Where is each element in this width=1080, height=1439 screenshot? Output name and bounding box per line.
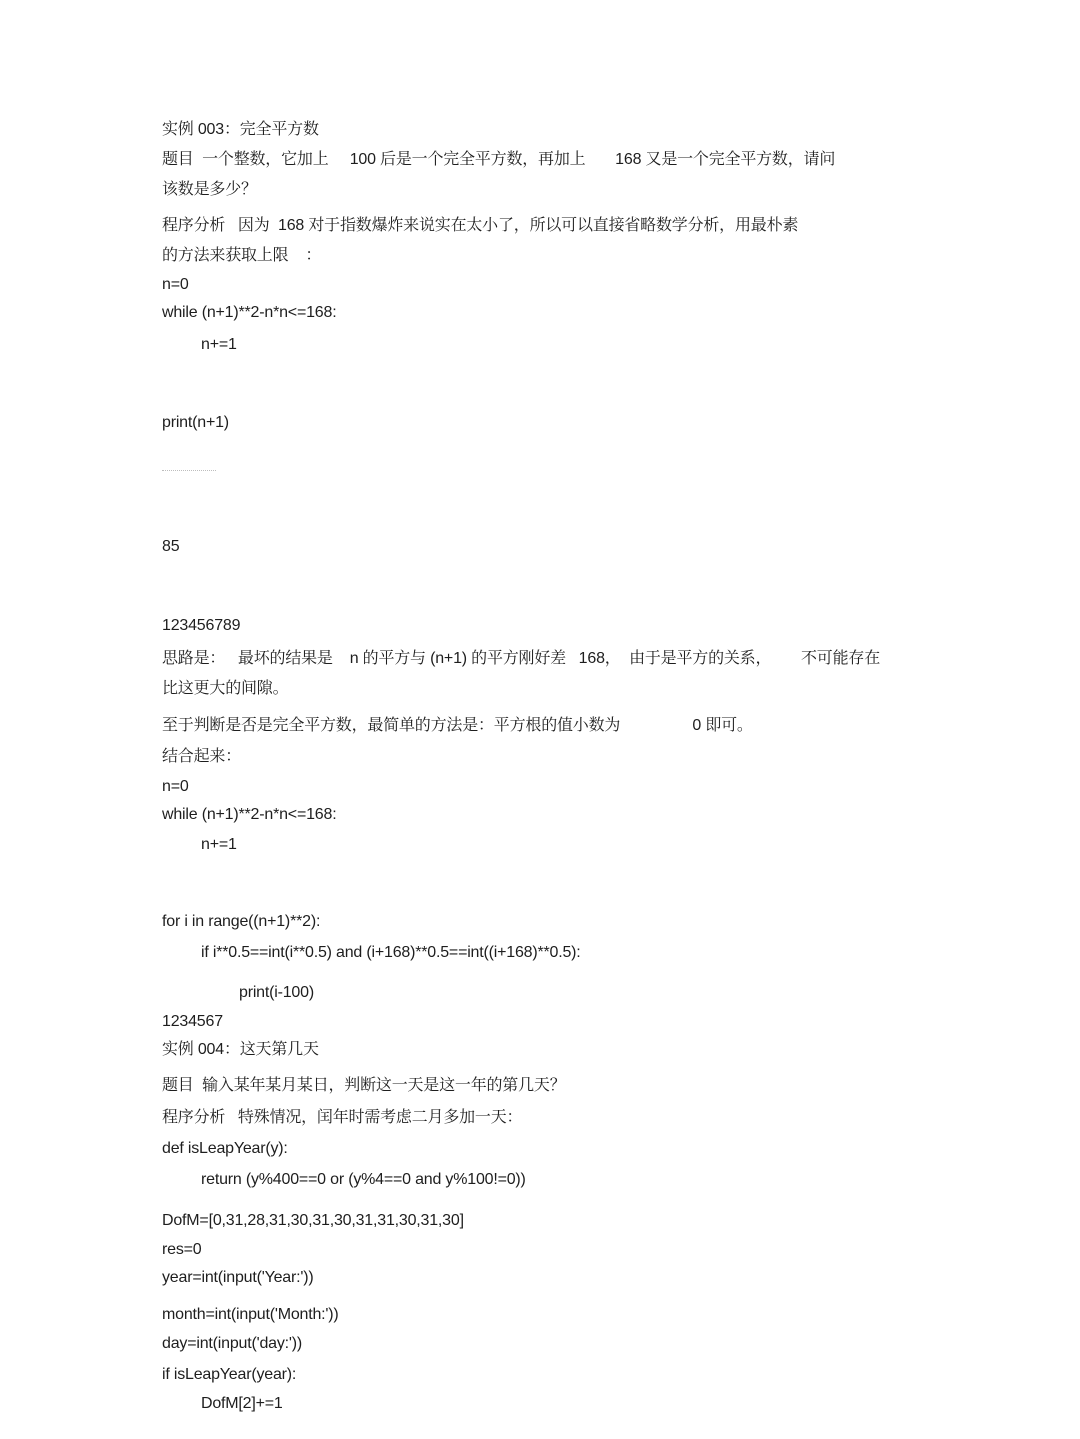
example-004-title: 实例 004：这天第几天 bbox=[162, 1041, 319, 1058]
reasoning-line-2: 比这更大的间隙。 bbox=[162, 680, 289, 697]
problem-statement-line-2: 该数是多少？ bbox=[162, 181, 257, 198]
code-line: DofM=[0,31,28,31,30,31,30,31,31,30,31,30] bbox=[162, 1212, 464, 1229]
code-line: month=int(input('Month:')) bbox=[162, 1306, 339, 1323]
line-numbers: 1234567 bbox=[162, 1013, 223, 1030]
code-line: print(n+1) bbox=[162, 414, 229, 431]
analysis-line: 程序分析 特殊情况，闰年时需考虑二月多加一天： bbox=[162, 1109, 523, 1126]
analysis-line-1: 程序分析 因为 168 对于指数爆炸来说实在太小了，所以可以直接省略数学分析，用最朴素 bbox=[162, 217, 799, 234]
example-003-title: 实例 003：完全平方数 bbox=[162, 121, 319, 138]
problem-statement: 题目 输入某年某月某日，判断这一天是这一年的第几天？ bbox=[162, 1077, 566, 1094]
line-numbers: 123456789 bbox=[162, 617, 241, 634]
code-line: return (y%400==0 or (y%4==0 and y%100!=0)) bbox=[201, 1171, 526, 1188]
code-line: n+=1 bbox=[201, 836, 237, 853]
code-line: day=int(input('day:')) bbox=[162, 1335, 302, 1352]
code-line: res=0 bbox=[162, 1241, 202, 1258]
code-line: if i**0.5==int(i**0.5) and (i+168)**0.5==int((i+168)**0.5): bbox=[201, 944, 581, 961]
code-line: n+=1 bbox=[201, 336, 237, 353]
reasoning-line-3: 至于判断是否是完全平方数，最简单的方法是：平方根的值小数为 0 即可。 bbox=[162, 717, 753, 734]
code-line: while (n+1)**2-n*n<=168: bbox=[162, 806, 337, 823]
analysis-line-2: 的方法来获取上限 ： bbox=[162, 247, 322, 264]
reasoning-line-1: 思路是： 最坏的结果是 n 的平方与 (n+1) 的平方刚好差 168， 由于是平方的关系， 不可能存在 bbox=[162, 650, 880, 667]
code-line: n=0 bbox=[162, 276, 189, 293]
combined-heading: 结合起来： bbox=[162, 748, 242, 765]
code-line: def isLeapYear(y): bbox=[162, 1140, 288, 1157]
problem-statement-line-1: 题目 一个整数，它加上 100 后是一个完全平方数，再加上 168 又是一个完全平方数，请问 bbox=[162, 151, 836, 168]
code-line: DofM[2]+=1 bbox=[201, 1395, 283, 1412]
code-line: n=0 bbox=[162, 778, 189, 795]
output-value: 85 bbox=[162, 538, 180, 555]
code-line: for i in range((n+1)**2): bbox=[162, 913, 321, 930]
code-line: print(i-100) bbox=[239, 984, 314, 1001]
code-line: while (n+1)**2-n*n<=168: bbox=[162, 304, 337, 321]
code-line: year=int(input('Year:')) bbox=[162, 1269, 314, 1286]
dotted-divider bbox=[162, 470, 216, 471]
code-line: if isLeapYear(year): bbox=[162, 1366, 297, 1383]
